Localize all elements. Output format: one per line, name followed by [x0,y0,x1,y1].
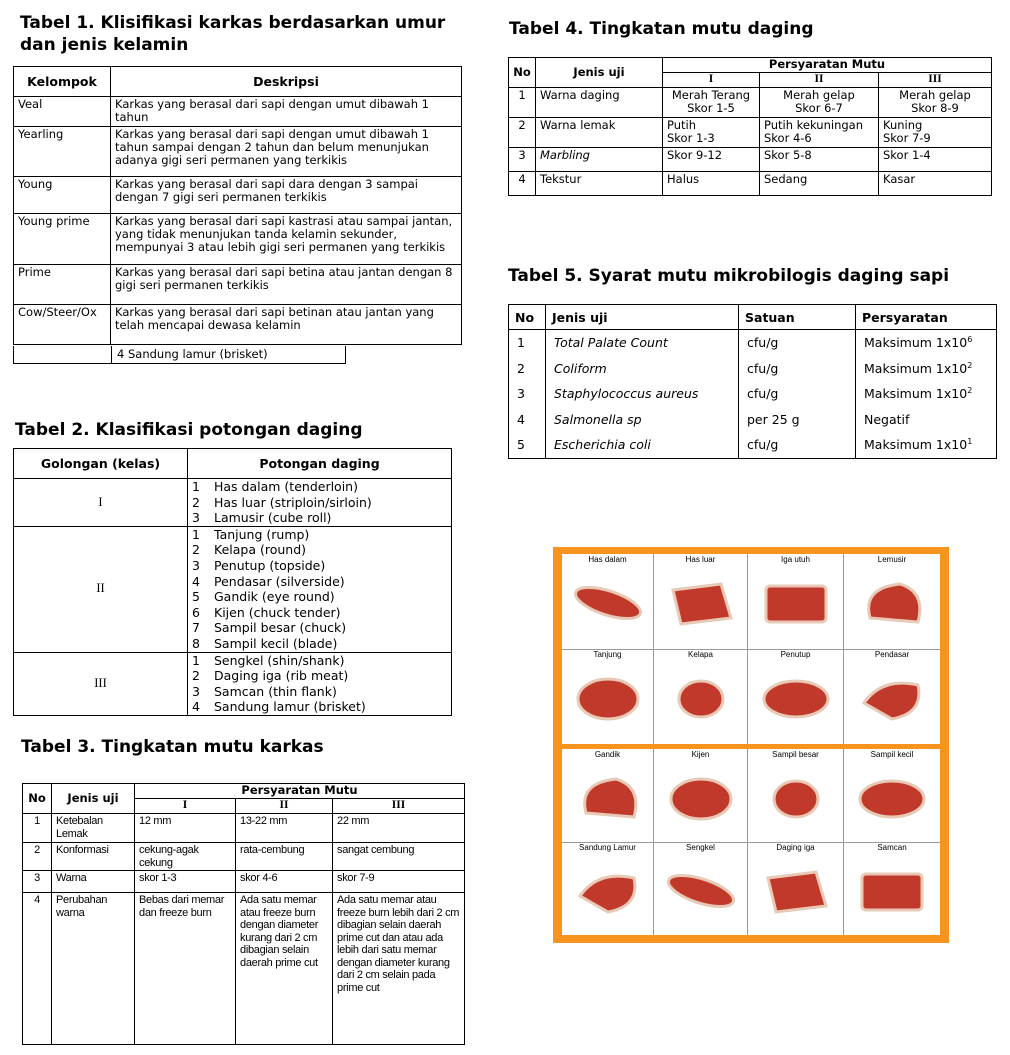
satuan-cell: cfu/g [739,330,856,356]
list-item: 3 Lamusir (cube roll) [192,510,332,526]
list-item: 2 Has luar (striploin/sirloin) [192,494,372,510]
grade-2-cell: Sedang [760,172,879,196]
meat-cut-label: Sandung Lamur [562,842,653,854]
deskripsi-cell: Karkas yang berasal dari sapi dengan umut dibawah 1 tahun sampai dengan 2 tahun dan belum menunjukan adanya gigi seri permanen yang terkikis [111,127,462,177]
satuan-cell: per 25 g [739,407,856,433]
table-row [14,127,462,177]
list-item: 2 Daging iga (rib meat) [192,668,349,684]
meat-cut-photo [756,866,836,918]
table-row [14,652,452,715]
meat-cut-label: Pendasar [844,649,940,661]
satuan-cell: cfu/g [739,356,856,382]
meat-cut-photo [568,578,648,630]
grid-divider [562,842,940,843]
golongan-cell: II [14,526,188,652]
list-item: 4 Pendasar (silverside) [192,573,345,589]
no-cell: 2 [509,118,536,148]
kelompok-cell: Young [14,177,111,214]
table-row [509,356,997,382]
meat-cut-sampil-kecil [844,749,940,842]
potongan-cell [188,479,452,527]
list-item: 6 Kijen (chuck tender) [192,604,341,620]
deskripsi-cell: Karkas yang berasal dari sapi dara dengan 3 sampai dengan 7 gigi seri permanen terkikis [111,177,462,214]
persyaratan-cell: Maksimum $1x10^2$ [856,356,997,382]
table2 [13,448,452,716]
table5-header-jenis: Jenis uji [546,305,739,330]
grid-divider [562,649,940,650]
table2-title: Tabel 2. Klasifikasi potongan daging [15,420,363,440]
meat-cut-label: Sengkel [654,842,747,854]
no-cell: 2 [23,843,52,871]
table-row [23,843,465,871]
meat-cut-kelapa [654,649,748,744]
meat-cut-sengkel [654,842,748,935]
table-row [14,97,462,127]
jenis-cell: Tekstur [536,172,663,196]
grade-2-cell: 13-22 mm [236,814,333,843]
jenis-cell: Perubahan warna [52,893,135,1045]
grade-3-cell: Kuning Skor 7-9 [879,118,992,148]
no-cell: 3 [509,381,546,407]
persyaratan-cell: Maksimum $1x10^6$ [856,330,997,356]
meat-cut-gandik [562,749,654,842]
meat-cut-label: Kelapa [654,649,747,661]
grade-3-cell: 22 mm [333,814,465,843]
meat-cut-label: Sampil kecil [844,749,940,761]
grade-2-cell: skor 4-6 [236,871,333,893]
golongan-cell: I [14,479,188,527]
no-cell: 5 [509,432,546,458]
jenis-cell: Warna daging [536,88,663,118]
list-item: 5 Gandik (eye round) [192,589,335,605]
table3-header-grade-2: II [236,799,333,814]
meat-cut-penutup [748,649,844,744]
table2-header-golongan: Golongan (kelas) [14,449,188,479]
table-row [509,330,997,356]
kelompok-cell: Yearling [14,127,111,177]
table3-header-persyaratan: Persyaratan Mutu [135,784,465,799]
table4-header-jenis: Jenis uji [536,58,663,88]
table2-header-potongan: Potongan daging [188,449,452,479]
list-item: 3 Samcan (thin flank) [192,683,337,699]
table1-stray-row [13,346,346,364]
golongan-cell: III [14,652,188,715]
meat-cut-label: Has dalam [562,554,653,566]
meat-cut-has-luar [654,554,748,649]
meat-cut-sampil-besar [748,749,844,842]
jenis-cell: Coliform [546,356,739,382]
satuan-cell: cfu/g [739,381,856,407]
kelompok-cell: Young prime [14,214,111,265]
meat-cut-sandung-lamur [562,842,654,935]
table-row [509,407,997,433]
table1-title: Tabel 1. Klisifikasi karkas berdasarkan umur dan jenis kelamin [20,13,446,55]
table1 [13,66,462,345]
meat-cut-kijen [654,749,748,842]
no-cell: 1 [509,88,536,118]
table3-header-jenis: Jenis uji [52,784,135,814]
no-cell: 2 [509,356,546,382]
grade-3-cell: sangat cembung [333,843,465,871]
meat-cut-photo [852,673,932,725]
table4-title: Tabel 4. Tingkatan mutu daging [509,19,814,39]
meat-cut-daging-iga [748,842,844,935]
table-row [23,893,465,1045]
grade-3-cell: skor 7-9 [333,871,465,893]
table-row [509,432,997,458]
list-item: 2 Kelapa (round) [192,542,307,558]
meat-cut-has-dalam [562,554,654,649]
table5-header-satuan: Satuan [739,305,856,330]
grade-1-cell: skor 1-3 [135,871,236,893]
grade-1-cell: Skor 9-12 [663,148,760,172]
list-item: 1 Tanjung (rump) [192,526,310,542]
meat-cut-label: Samcan [844,842,940,854]
jenis-cell: Total Palate Count [546,330,739,356]
jenis-cell: Marbling [536,148,663,172]
meat-cuts-block-bottom [562,749,940,935]
jenis-cell: Ketebalan Lemak [52,814,135,843]
no-cell: 1 [23,814,52,843]
grade-3-cell: Merah gelap Skor 8-9 [879,88,992,118]
grade-1-cell: Bebas dari memar dan freeze burn [135,893,236,1045]
grade-1-cell: cekung-agak cekung [135,843,236,871]
table1-header-kelompok: Kelompok [14,67,111,97]
grade-2-cell: rata-cembung [236,843,333,871]
meat-cut-label: Iga utuh [748,554,843,566]
satuan-cell: cfu/g [739,432,856,458]
table5-title: Tabel 5. Syarat mutu mikrobilogis daging sapi [508,266,950,286]
table4-header-no: No [509,58,536,88]
potongan-cell [188,652,452,715]
grade-3-cell: Skor 1-4 [879,148,992,172]
table-row [14,214,462,265]
grade-1-cell: Merah Terang Skor 1-5 [663,88,760,118]
table1-header-deskripsi: Deskripsi [111,67,462,97]
meat-cut-photo [756,578,836,630]
meat-cut-label: Penutup [748,649,843,661]
meat-cut-photo [852,866,932,918]
stray-row-empty-cell [14,346,112,363]
meat-cut-label: Gandik [562,749,653,761]
meat-cut-label: Daging iga [748,842,843,854]
meat-cut-photo [852,773,932,825]
table-row [23,871,465,893]
grade-3-cell: Ada satu memar atau freeze burn lebih dari 2 cm dibagian selain daerah prime cut dan atau ada lebih dari satu memar dengan diameter kurang dari 2 cm selain pada prime cut [333,893,465,1045]
kelompok-cell: Prime [14,265,111,305]
list-item: 1 Has dalam (tenderloin) [192,479,358,494]
table-row [509,88,992,118]
grade-2-cell: Merah gelap Skor 6-7 [760,88,879,118]
no-cell: 3 [509,148,536,172]
meat-cut-label: Has luar [654,554,747,566]
kelompok-cell: Veal [14,97,111,127]
jenis-cell: Salmonella sp [546,407,739,433]
meat-cut-photo [756,673,836,725]
meat-cut-label: Kijen [654,749,747,761]
meat-cut-photo [661,866,741,918]
table-row [509,148,992,172]
stray-row-text: 4 Sandung lamur (brisket) [117,347,268,361]
table3-title: Tabel 3. Tingkatan mutu karkas [21,737,324,757]
list-item: 3 Penutup (topside) [192,557,326,573]
table5 [508,304,997,459]
meat-cut-pendasar [844,649,940,744]
persyaratan-cell: Maksimum $1x10^1$ [856,432,997,458]
table-row [509,118,992,148]
grade-1-cell: 12 mm [135,814,236,843]
table5-header-no: No [509,305,546,330]
table-row [14,305,462,345]
grade-2-cell: Ada satu memar atau freeze burn dengan diameter kurang dari 2 cm dibagian selain daerah prime cut [236,893,333,1045]
jenis-cell: Warna lemak [536,118,663,148]
no-cell: 1 [509,330,546,356]
kelompok-cell: Cow/Steer/Ox [14,305,111,345]
list-item: 4 Sandung lamur (brisket) [192,699,366,715]
list-item: 8 Sampil kecil (blade) [192,635,338,651]
table-row [14,177,462,214]
jenis-cell: Konformasi [52,843,135,871]
persyaratan-cell: Maksimum $1x10^2$ [856,381,997,407]
table-row [509,172,992,196]
meat-cut-tanjung [562,649,654,744]
table-row [14,265,462,305]
table-row [509,381,997,407]
deskripsi-cell: Karkas yang berasal dari sapi betina atau jantan dengan 8 gigi seri permanen terkikis [111,265,462,305]
meat-cut-lemusir [844,554,940,649]
table4 [508,57,992,196]
meat-cut-photo [568,866,648,918]
potongan-cell [188,526,452,652]
meat-cut-label: Tanjung [562,649,653,661]
table-row [14,479,452,527]
grade-1-cell: Halus [663,172,760,196]
meat-cuts-image [553,547,949,943]
persyaratan-cell: Negatif [856,407,997,433]
meat-cut-photo [568,673,648,725]
meat-cut-photo [852,578,932,630]
table-row [14,526,452,652]
meat-cut-photo [661,773,741,825]
deskripsi-cell: Karkas yang berasal dari sapi betinan atau jantan yang telah mencapai dewasa kelamin [111,305,462,345]
list-item: 7 Sampil besar (chuck) [192,620,347,636]
meat-cut-label: Sampil besar [748,749,843,761]
jenis-cell: Escherichia coli [546,432,739,458]
grade-1-cell: Putih Skor 1-3 [663,118,760,148]
table5-header-persyaratan: Persyaratan [856,305,997,330]
meat-cut-photo [756,773,836,825]
meat-cut-photo [661,578,741,630]
no-cell: 4 [509,407,546,433]
meat-cut-photo [661,673,741,725]
no-cell: 4 [23,893,52,1045]
jenis-cell: Warna [52,871,135,893]
table3-header-grade-3: III [333,799,465,814]
no-cell: 4 [509,172,536,196]
meat-cut-iga-utuh [748,554,844,649]
table3-header-no: No [23,784,52,814]
table3 [22,783,465,1045]
meat-cut-photo [568,773,648,825]
deskripsi-cell: Karkas yang berasal dari sapi dengan umut dibawah 1 tahun [111,97,462,127]
table4-header-grade-2: II [760,73,879,88]
table4-header-grade-1: I [663,73,760,88]
grade-3-cell: Kasar [879,172,992,196]
list-item: 1 Sengkel (shin/shank) [192,652,345,668]
table4-header-grade-3: III [879,73,992,88]
meat-cut-label: Lemusir [844,554,940,566]
grade-2-cell: Putih kekuningan Skor 4-6 [760,118,879,148]
jenis-cell: Staphylococcus aureus [546,381,739,407]
meat-cut-samcan [844,842,940,935]
meat-cuts-block-top [562,554,940,744]
grade-2-cell: Skor 5-8 [760,148,879,172]
deskripsi-cell: Karkas yang berasal dari sapi kastrasi atau sampai jantan, yang tidak menunjukan tanda kelamin sekunder, mempunyai 3 atau lebih gigi seri permanen yang terkikis [111,214,462,265]
no-cell: 3 [23,871,52,893]
table4-header-persyaratan: Persyaratan Mutu [663,58,992,73]
table3-header-grade-1: I [135,799,236,814]
table-row [23,814,465,843]
